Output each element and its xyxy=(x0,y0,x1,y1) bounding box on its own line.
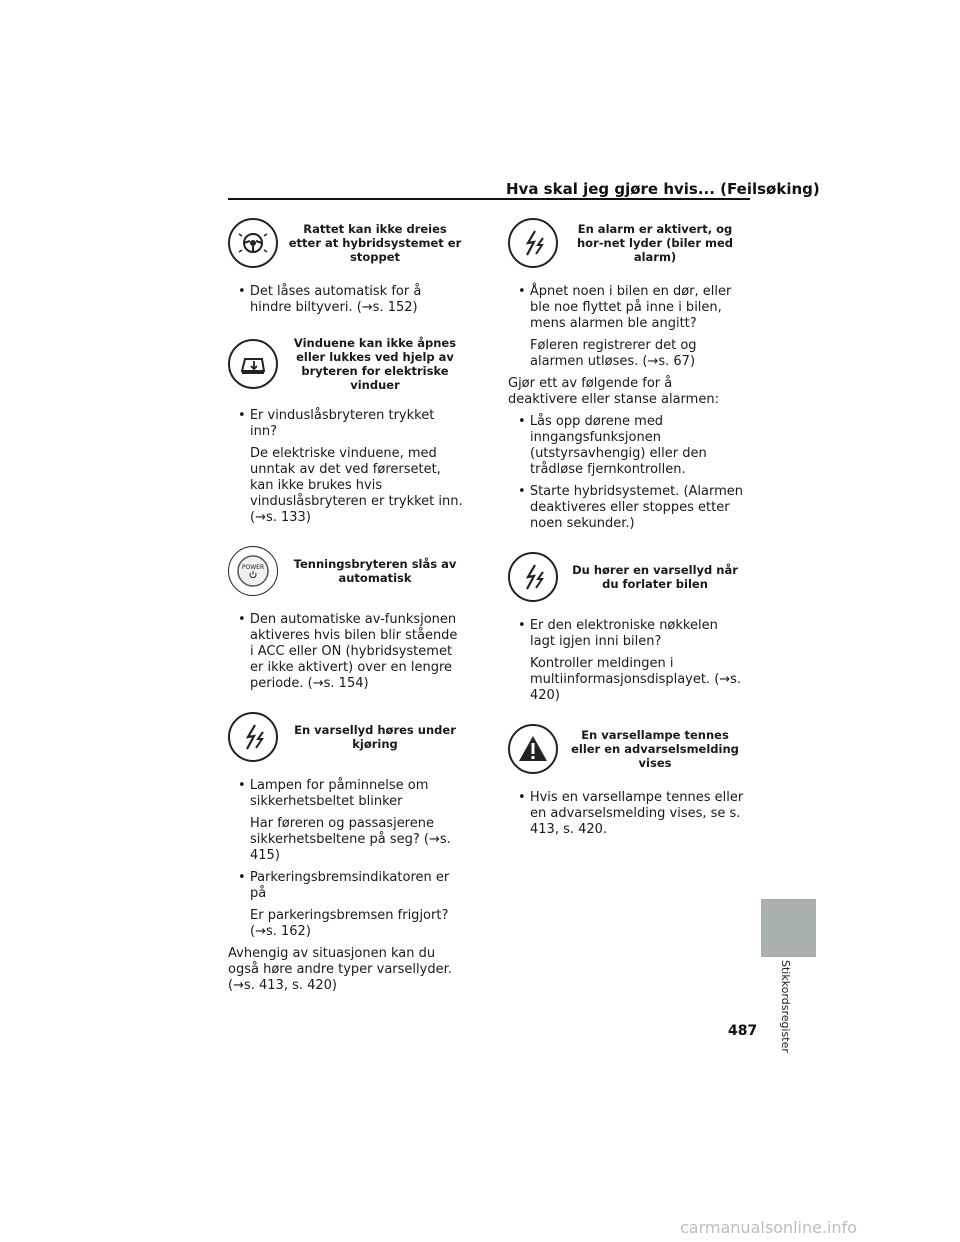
bullet-item: • Starte hybridsystemet. (Alarmen deaktiveres eller stoppes etter noen sekunder.) xyxy=(518,484,744,531)
bullet-item: • Den automatiske av-funksjonen aktiveres hvis bilen blir stående i ACC eller ON (hybridsystemet er ikke aktivert) over en lengre periode. (→s. 154) xyxy=(238,612,458,691)
right-column xyxy=(508,218,744,844)
section-alarm xyxy=(508,218,744,268)
bullet-item: • Lampen for påminnelse om sikkerhetsbeltet blinker xyxy=(238,778,429,809)
section-title: Du hører en varsellyd når du forlater bilen xyxy=(572,563,738,591)
bullet-item: • Er den elektroniske nøkkelen lagt igjen inni bilen? xyxy=(518,618,718,649)
power-label: POWER xyxy=(241,564,265,571)
section-ignition xyxy=(228,546,464,596)
watermark: carmanualsonline.info xyxy=(680,1218,858,1237)
body-text: Avhengig av situasjonen kan du også høre andre typer varsellyder. (→s. 413, s. 420) xyxy=(228,946,452,993)
bullet-item: • Det låses automatisk for å hindre biltyveri. (→s. 152) xyxy=(238,284,422,315)
section-title: En varsellyd høres under kjøring xyxy=(294,723,456,751)
alarm-sound-icon xyxy=(508,218,558,268)
bullet-item: • Lås opp dørene med inngangsfunksjonen (utstyrsavhengig) eller den trådløse fjernkontrollen. xyxy=(518,414,707,477)
section-warning-light xyxy=(508,724,744,774)
section-title: En alarm er aktivert, og hor-net lyder (biler med alarm) xyxy=(576,222,734,264)
body-text: Føleren registrerer det og alarmen utløses. (→s. 67) xyxy=(530,338,697,369)
bullet-item: • Parkeringsbremsindikatoren er på xyxy=(238,870,450,901)
body-text: Har føreren og passasjerene sikkerhetsbeltene på seg? (→s. 415) xyxy=(250,816,451,863)
power-button-icon xyxy=(228,546,278,596)
section-driving-sound xyxy=(228,712,464,762)
key-warning-sound-icon xyxy=(508,552,558,602)
bullet-item: • Åpnet noen i bilen en dør, eller ble noe flyttet på inne i bilen, mens alarmen ble angitt? xyxy=(518,284,732,331)
section-title: Vinduene kan ikke åpnes eller lukkes ved hjelp av bryteren for elektriske vinduer xyxy=(293,336,457,392)
warning-triangle-icon xyxy=(508,724,558,774)
warning-sound-icon xyxy=(228,712,278,762)
bullet-item: • Er vinduslåsbryteren trykket inn? xyxy=(238,408,435,439)
section-tab xyxy=(761,899,816,957)
section-title: En varsellampe tennes eller en advarselsmelding vises xyxy=(571,728,739,770)
section-leaving-sound xyxy=(508,552,744,602)
section-title: Rattet kan ikke dreies etter at hybridsystemet er stoppet xyxy=(288,222,462,264)
body-text: Kontroller meldingen i multiinformasjonsdisplayet. (→s. 420) xyxy=(530,656,742,703)
body-text: De elektriske vinduene, med unntak av det ved førersetet, kan ikke brukes hvis vinduslåsbryteren er trykket inn. (→s. 133) xyxy=(250,446,463,525)
section-steering xyxy=(228,218,464,268)
window-switch-icon xyxy=(228,339,278,389)
section-tab-label: Stikkordsregister xyxy=(779,960,792,1053)
body-text: Er parkeringsbremsen frigjort? (→s. 162) xyxy=(250,908,449,939)
body-text: Gjør ett av følgende for å deaktivere eller stanse alarmen: xyxy=(508,376,719,407)
section-title: Tenningsbryteren slås av automatisk xyxy=(293,557,457,585)
page-header-title: Hva skal jeg gjøre hvis... (Feilsøking) xyxy=(506,180,820,198)
page-number: 487 xyxy=(728,1023,758,1039)
left-column xyxy=(228,218,464,1000)
section-windows xyxy=(228,336,464,392)
bullet-item: • Hvis en varsellampe tennes eller en advarselsmelding vises, se s. 413, s. 420. xyxy=(518,790,744,837)
header-rule xyxy=(228,198,750,200)
steering-lock-icon xyxy=(228,218,278,268)
